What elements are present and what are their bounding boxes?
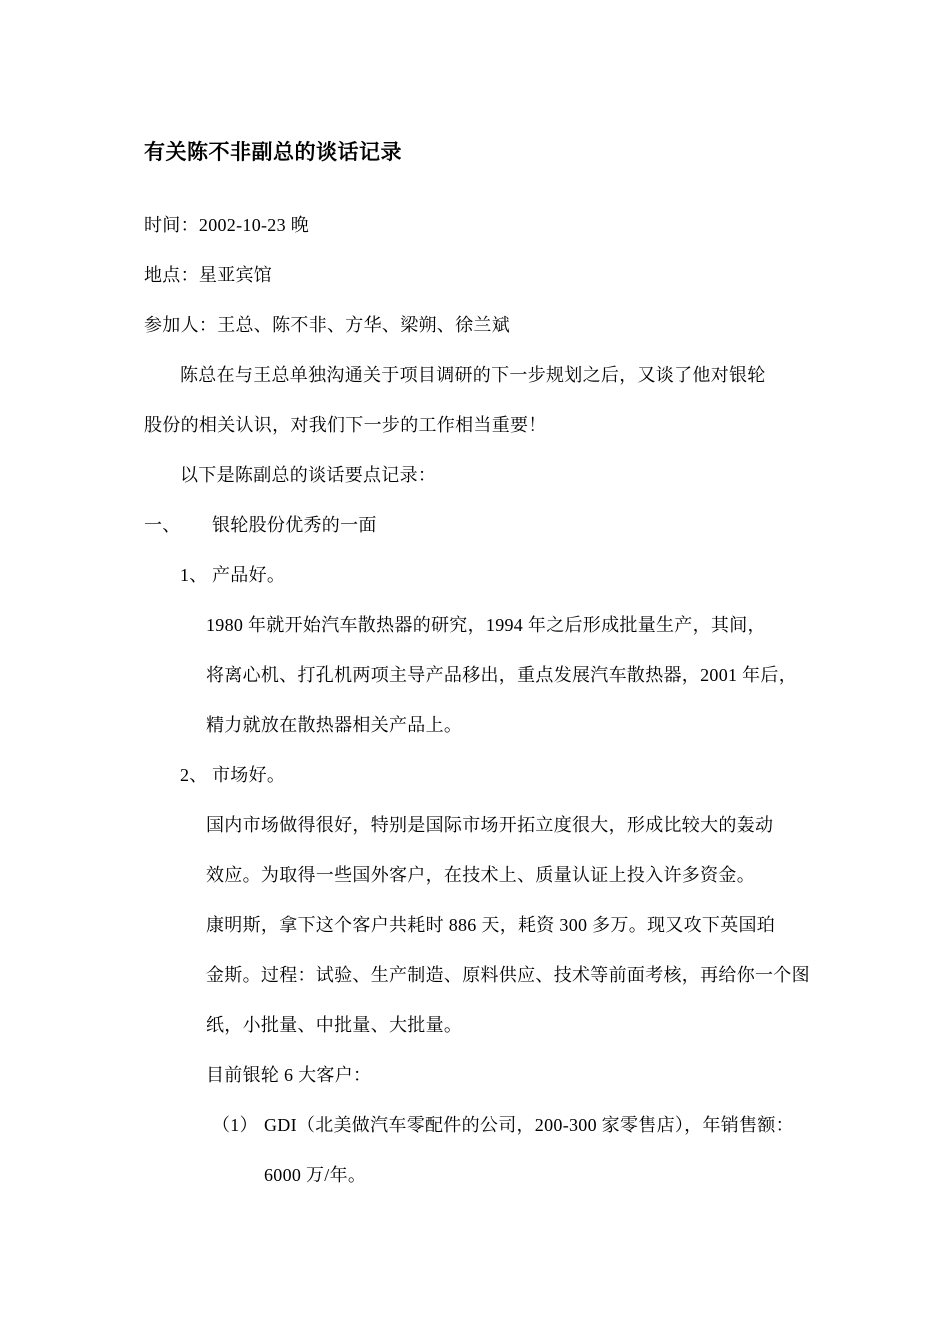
item-body-line: 纸，小批量、中批量、大批量。: [206, 1015, 463, 1035]
client-number: （1）: [212, 1115, 258, 1135]
section-heading: 银轮股份优秀的一面: [212, 515, 377, 535]
client-description-line: GDI（北美做汽车零配件的公司，200-300 家零售店），年销售额：: [264, 1115, 794, 1135]
meta-place: 地点：星亚宾馆: [144, 265, 273, 285]
item-number: 2、: [180, 765, 208, 785]
item-body-line: 金斯。过程：试验、生产制造、原料供应、技术等前面考核，再给你一个图: [206, 965, 810, 985]
item-body-line: 效应。为取得一些国外客户，在技术上、质量认证上投入许多资金。: [206, 865, 755, 885]
item-body-line: 1980 年就开始汽车散热器的研究，1994 年之后形成批量生产，其间，: [206, 615, 766, 635]
item-body-line: 将离心机、打孔机两项主导产品移出，重点发展汽车散热器，2001 年后，: [206, 665, 797, 685]
item-label: 产品好。: [212, 565, 286, 585]
document-title: 有关陈不非副总的谈话记录: [144, 140, 402, 164]
intro-paragraph-line: 股份的相关认识，对我们下一步的工作相当重要！: [144, 415, 547, 435]
meta-time: 时间：2002-10-23 晚: [144, 215, 309, 235]
meta-participants: 参加人：王总、陈不非、方华、梁朔、徐兰斌: [144, 315, 510, 335]
intro-paragraph-line: 陈总在与王总单独沟通关于项目调研的下一步规划之后，又谈了他对银轮: [180, 365, 766, 385]
intro-summary-line: 以下是陈副总的谈话要点记录：: [180, 465, 437, 485]
item-body-line: 精力就放在散热器相关产品上。: [206, 715, 463, 735]
client-description-line: 6000 万/年。: [264, 1165, 367, 1185]
item-body-line: 目前银轮 6 大客户：: [206, 1065, 372, 1085]
section-number: 一、: [144, 515, 181, 535]
item-number: 1、: [180, 565, 208, 585]
item-body-line: 国内市场做得很好，特别是国际市场开拓立度很大，形成比较大的轰动: [206, 815, 774, 835]
item-body-line: 康明斯，拿下这个客户共耗时 886 天，耗资 300 多万。现又攻下英国珀: [206, 915, 776, 935]
item-label: 市场好。: [212, 765, 286, 785]
